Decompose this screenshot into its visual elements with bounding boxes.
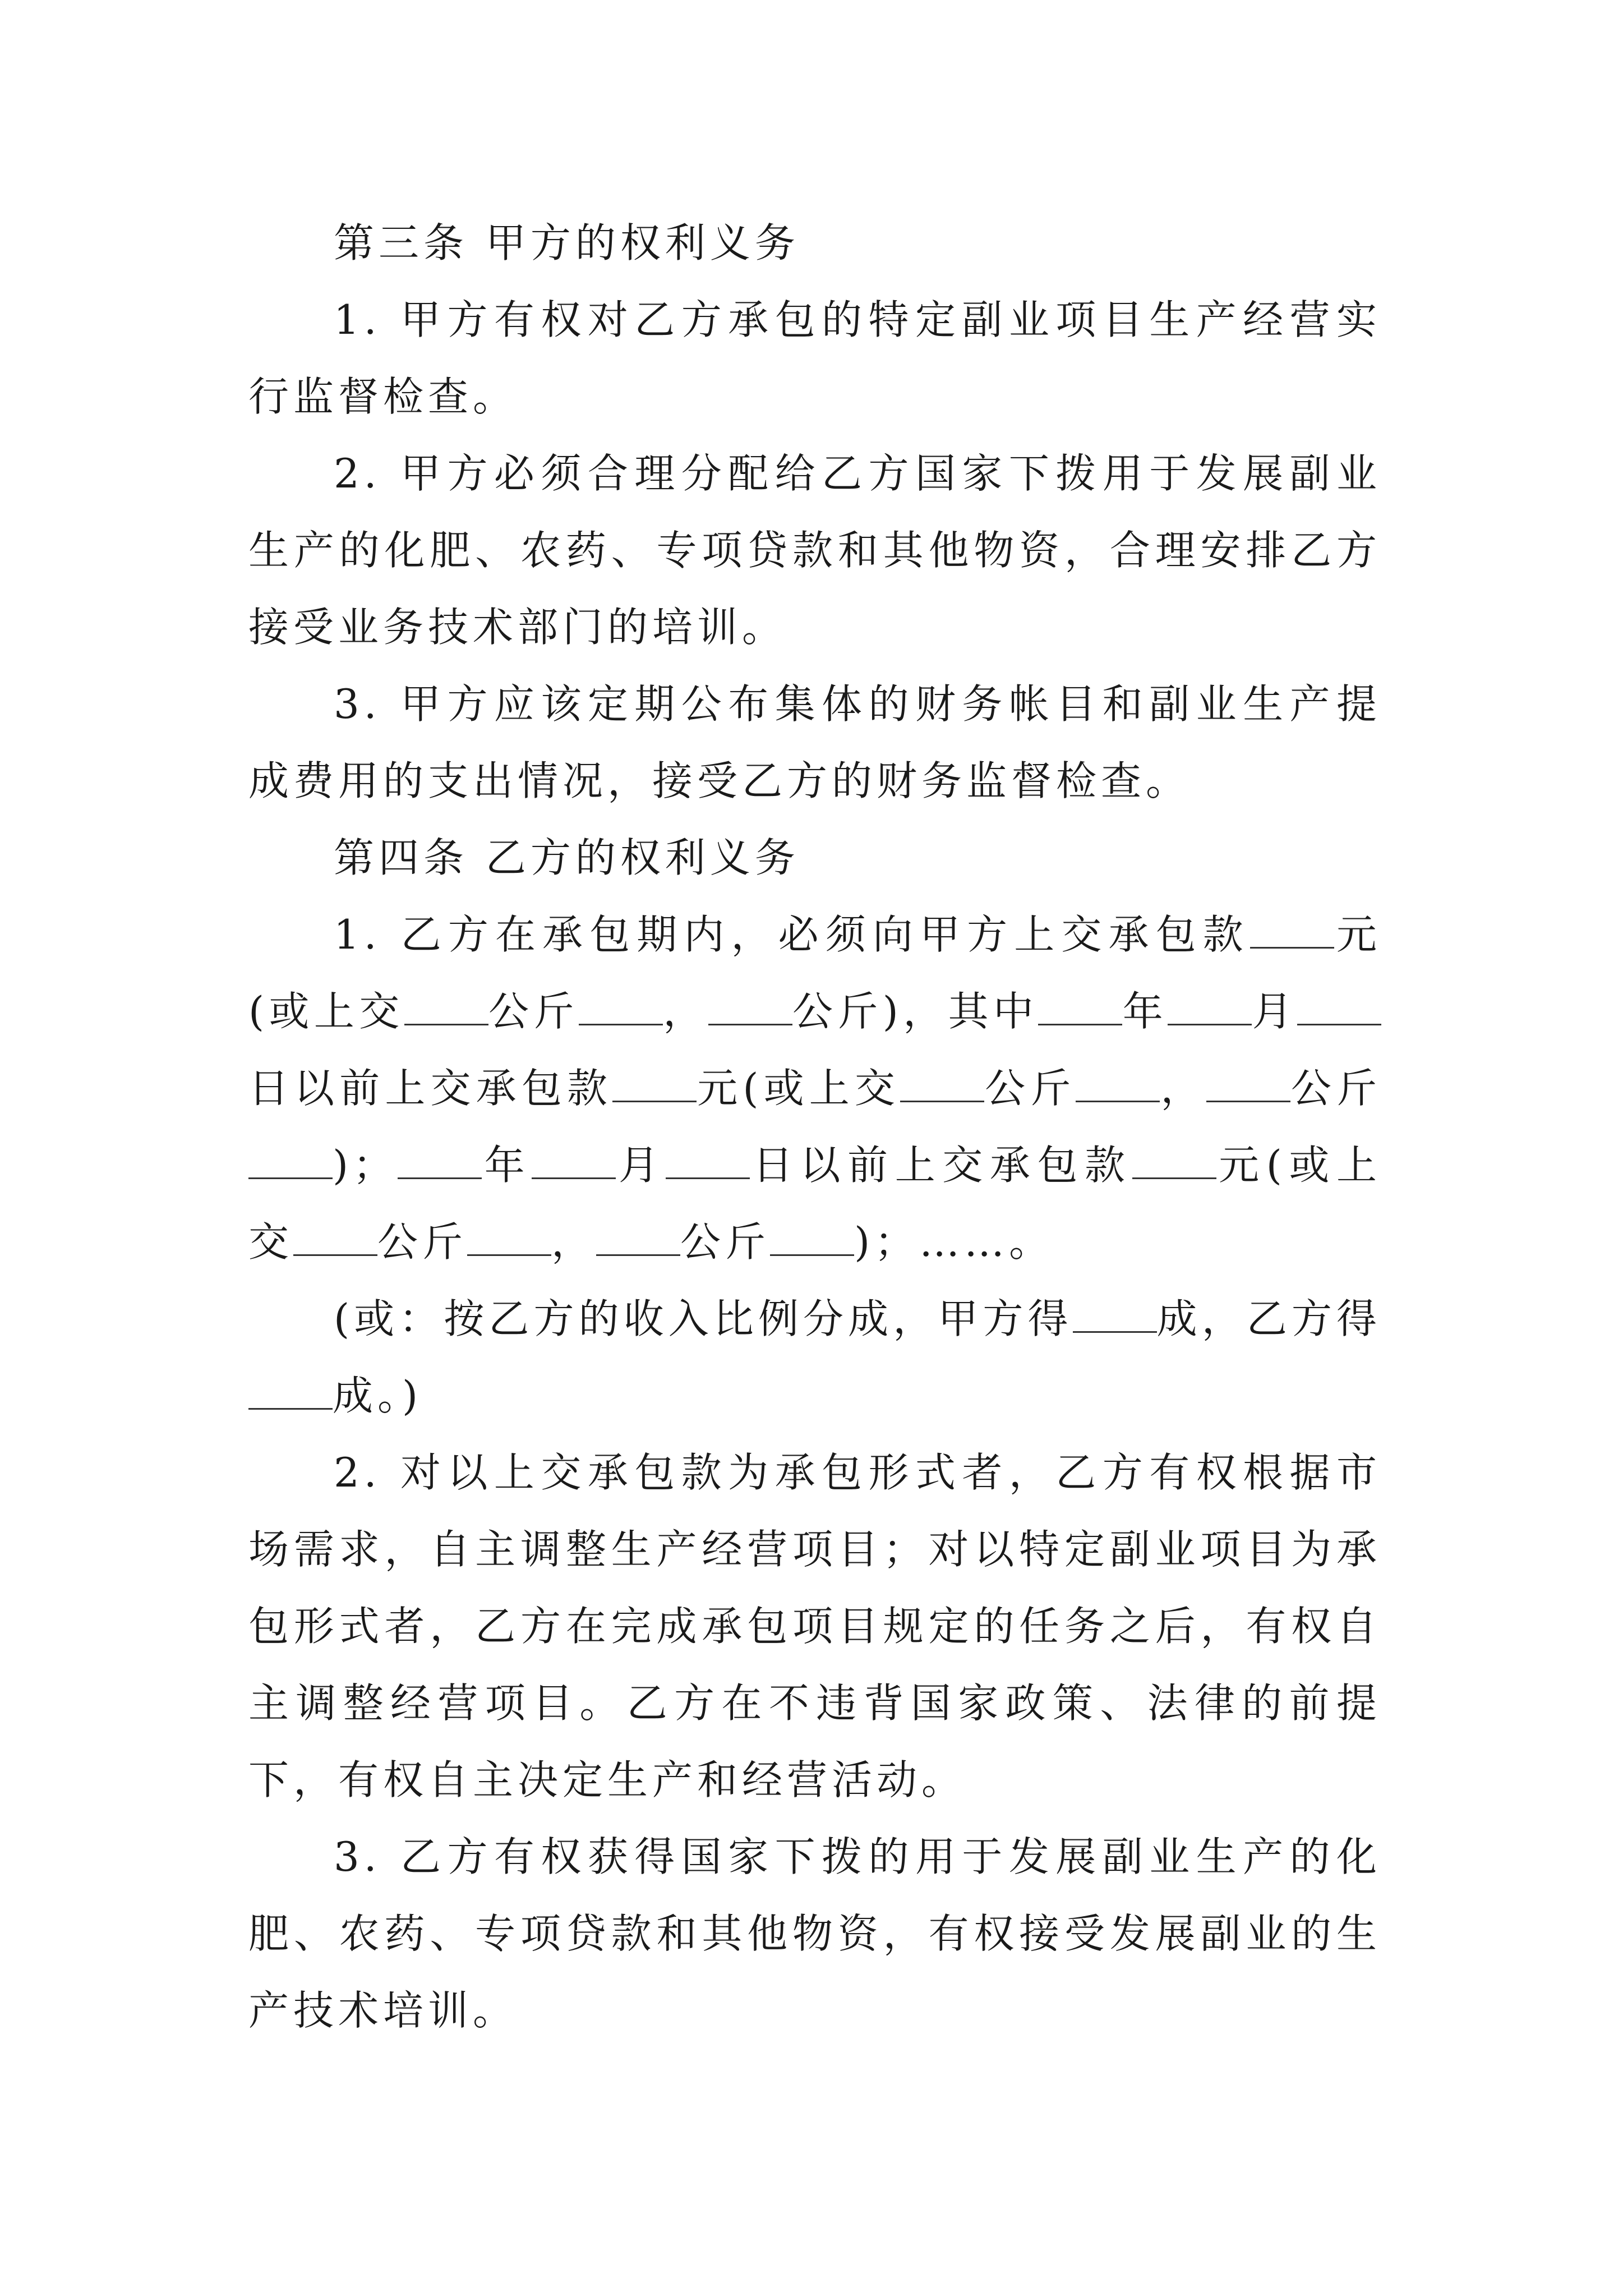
text-fragment: ， <box>1160 1065 1206 1112</box>
fill-in-blank[interactable] <box>1250 910 1334 949</box>
fill-in-blank[interactable] <box>612 1064 697 1102</box>
document-body <box>248 205 1381 2049</box>
fill-in-blank[interactable] <box>1132 1141 1216 1179</box>
text-fragment: 公斤 <box>1290 1065 1381 1112</box>
fill-in-blank[interactable] <box>596 1218 680 1256</box>
fill-in-blank[interactable] <box>579 987 663 1025</box>
text-fragment: 元(或上交 <box>248 1142 1381 1266</box>
fill-in-blank[interactable] <box>1168 987 1252 1025</box>
text-fragment: 日以前上交承包款 <box>750 1142 1132 1189</box>
text-fragment: 公斤)，其中 <box>792 988 1039 1035</box>
article-3-item-3: 3. 甲方应该定期公布集体的财务帐目和副业生产提成费用的支出情况，接受乙方的财务监督检查。 <box>248 680 1381 804</box>
article-4-item-1 <box>248 896 1381 1281</box>
article-4-alternative-clause <box>248 1281 1381 1434</box>
section-heading-article-4: 第四条 乙方的权利义务 <box>334 834 800 881</box>
fill-in-blank[interactable] <box>467 1218 551 1256</box>
fill-in-blank[interactable] <box>900 1064 984 1102</box>
text-fragment: 公斤 <box>680 1218 771 1266</box>
fill-in-blank[interactable] <box>1038 987 1122 1025</box>
fill-in-blank[interactable] <box>248 1141 333 1179</box>
text-fragment: 成，乙方得 <box>1156 1295 1381 1342</box>
article-3-item-1: 1. 甲方有权对乙方承包的特定副业项目生产经营实行监督检查。 <box>248 296 1381 420</box>
text-fragment: (或：按乙方的收入比例分成，甲方得 <box>334 1295 1073 1342</box>
fill-in-blank[interactable] <box>1297 987 1381 1025</box>
fill-in-blank[interactable] <box>1076 1064 1160 1102</box>
fill-in-blank[interactable] <box>708 987 792 1025</box>
text-fragment: ， <box>662 988 708 1035</box>
text-fragment: 元(或上交 <box>697 1065 900 1112</box>
fill-in-blank[interactable] <box>532 1141 616 1179</box>
text-fragment: 元(或上交 <box>248 911 1381 1035</box>
fill-in-blank[interactable] <box>770 1218 854 1256</box>
text-fragment: ， <box>551 1218 597 1266</box>
fill-in-blank[interactable] <box>293 1218 377 1256</box>
text-fragment: 年 <box>482 1142 532 1189</box>
text-fragment: 年 <box>1122 988 1168 1035</box>
text-fragment: 1. 乙方在承包期内，必须向甲方上交承包款 <box>334 911 1250 958</box>
text-fragment: 公斤 <box>377 1218 468 1266</box>
article-4-item-2: 2. 对以上交承包款为承包形式者，乙方有权根据市场需求，自主调整生产经营项目；对以特定副业项目为承包形式者，乙方在完成承包项目规定的任务之后，有权自主调整经营项目。乙方在不违背国家政策、法律的前提下，有权自主决定生产和经营活动。 <box>248 1449 1381 1803</box>
fill-in-blank[interactable] <box>404 987 488 1025</box>
article-3-item-2: 2. 甲方必须合理分配给乙方国家下拨用于发展副业生产的化肥、农药、专项贷款和其他物资，合理安排乙方接受业务技术部门的培训。 <box>248 450 1381 651</box>
text-fragment: 公斤 <box>984 1065 1076 1112</box>
fill-in-blank[interactable] <box>1206 1064 1290 1102</box>
text-fragment: 月 <box>616 1142 666 1189</box>
text-fragment: )； <box>333 1142 398 1189</box>
fill-in-blank[interactable] <box>1073 1295 1157 1333</box>
section-heading-article-3: 第三条 甲方的权利义务 <box>334 219 800 266</box>
text-fragment: )；……。 <box>854 1218 1054 1266</box>
text-fragment: 月 <box>1252 988 1297 1035</box>
fill-in-blank[interactable] <box>248 1372 333 1410</box>
text-fragment: 成。) <box>333 1372 423 1419</box>
article-4-item-3: 3. 乙方有权获得国家下拨的用于发展副业生产的化肥、农药、专项贷款和其他物资，有权接受发展副业的生产技术培训。 <box>248 1833 1381 2034</box>
fill-in-blank[interactable] <box>398 1141 482 1179</box>
text-fragment: 日以前上交承包款 <box>248 1065 613 1112</box>
fill-in-blank[interactable] <box>666 1141 750 1179</box>
text-fragment: 公斤 <box>488 988 579 1035</box>
